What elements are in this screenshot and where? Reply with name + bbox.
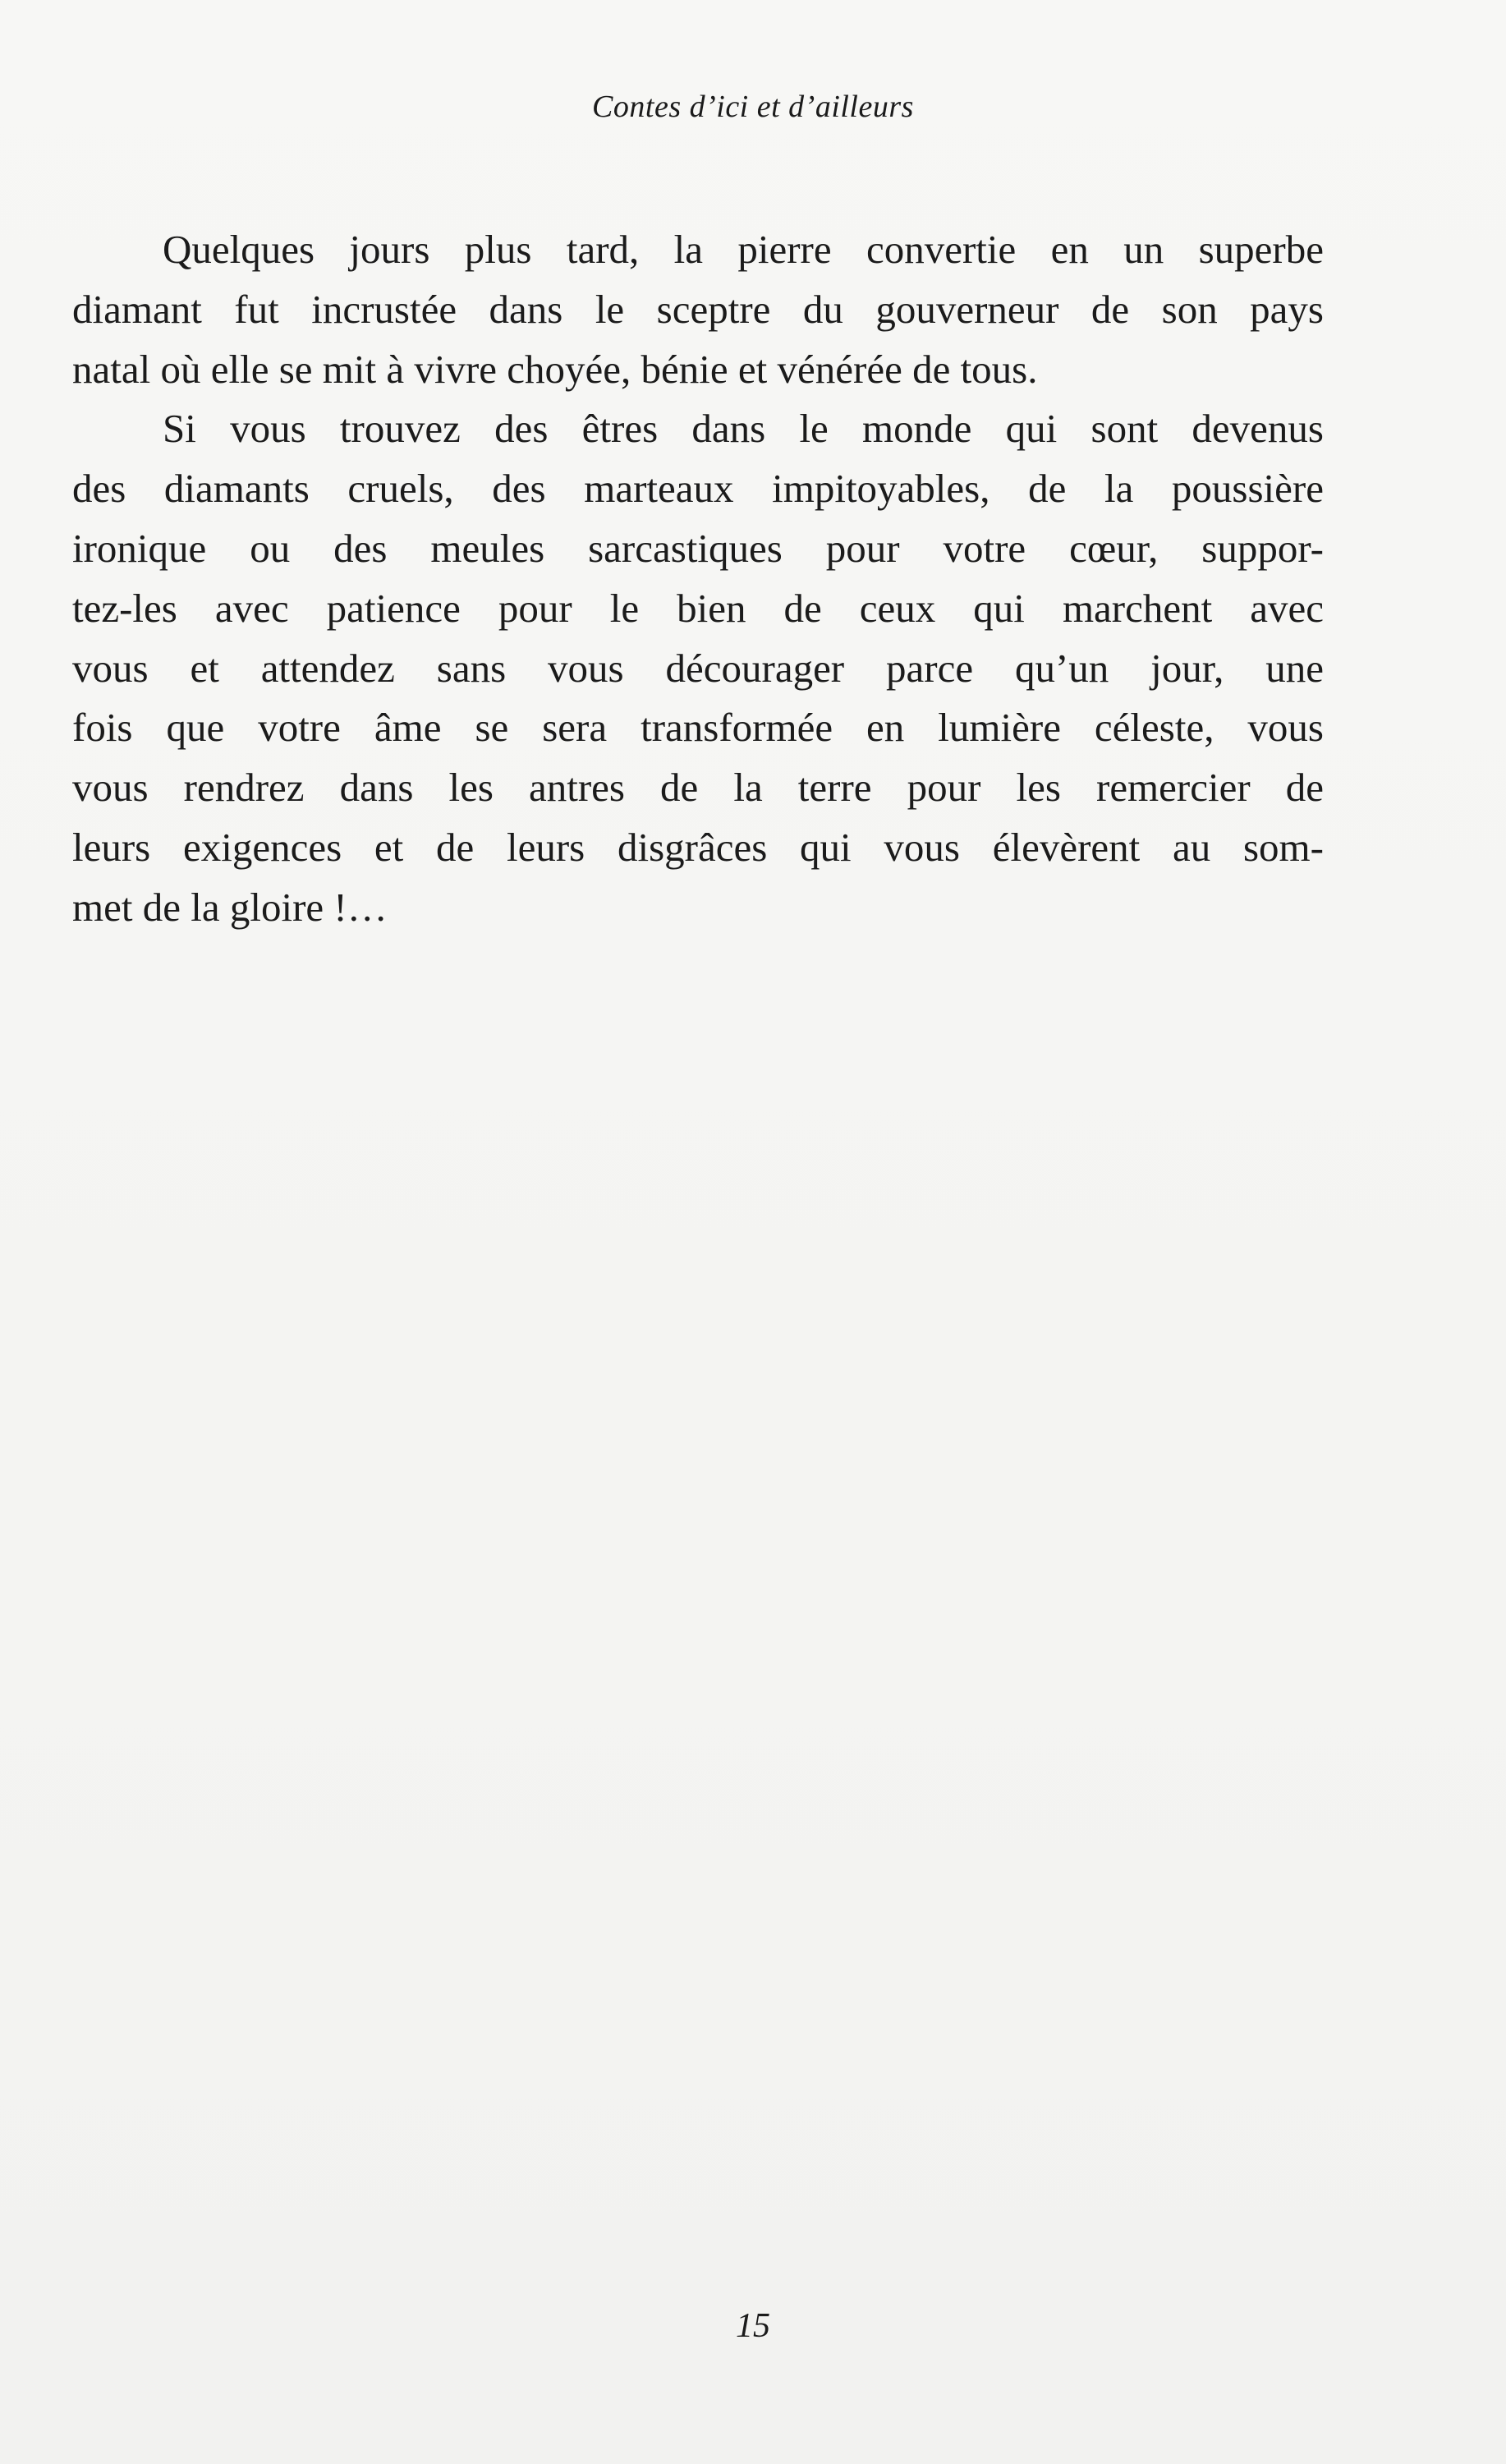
text-line: leurs exigences et de leurs disgrâces qui vous élevèrent au som- xyxy=(72,824,1324,870)
text-line: fois que votre âme se sera transformée en lumière céleste, vous xyxy=(72,705,1324,751)
text-line: vous et attendez sans vous décourager parce qu’un jour, une xyxy=(72,645,1324,691)
text-line: des diamants cruels, des marteaux impitoyables, de la poussière xyxy=(72,466,1324,512)
body-text xyxy=(72,220,1324,938)
paragraph-2 xyxy=(72,399,1324,937)
page-number: 15 xyxy=(736,2307,770,2345)
paragraph-1 xyxy=(72,220,1324,399)
running-head: Contes d’ici et d’ailleurs xyxy=(592,90,914,124)
text-line: tez-les avec patience pour le bien de ceux qui marchent avec xyxy=(72,585,1324,631)
text-line: diamant fut incrustée dans le sceptre du gouverneur de son pays xyxy=(72,286,1324,332)
text-line: ironique ou des meules sarcastiques pour votre cœur, suppor- xyxy=(72,525,1324,571)
text-line: Si vous trouvez des êtres dans le monde qui sont devenus xyxy=(163,406,1324,452)
text-line: Quelques jours plus tard, la pierre convertie en un superbe xyxy=(163,227,1324,272)
text-line: met de la gloire !… xyxy=(72,884,388,930)
text-line: natal où elle se mit à vivre choyée, bénie et vénérée de tous. xyxy=(72,346,1038,392)
text-line: vous rendrez dans les antres de la terre pour les remercier de xyxy=(72,765,1324,811)
